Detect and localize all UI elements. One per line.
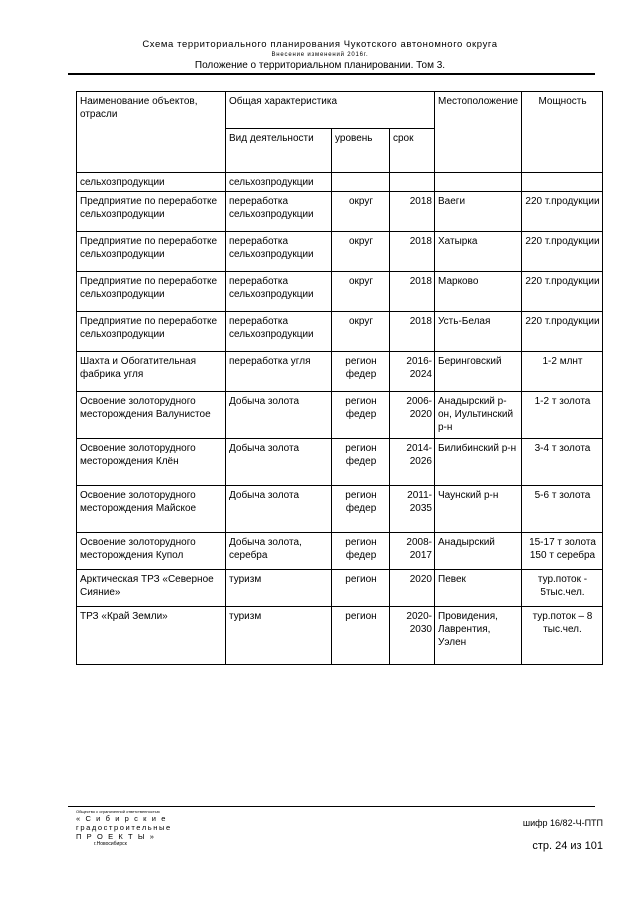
company-city: г.Новосибирск [94,841,127,847]
cell-capacity: 3-4 т золота [522,439,603,486]
cell-location: Беринговский [435,352,522,392]
company-name-line2: градостроительные [76,823,172,832]
cell-level: округ [332,272,390,312]
cell-activity: туризм [226,570,332,607]
cell-activity: Добыча золота, серебра [226,533,332,570]
cell-capacity: тур.поток – 8 тыс.чел. [522,607,603,665]
cell-term: 2011-2035 [390,486,435,533]
table-row [77,312,603,352]
table-row [77,352,603,392]
cell-name: Шахта и Обогатительная фабрика угля [77,352,226,392]
table-row [77,533,603,570]
cell-name: Освоение золоторудного месторождения Клён [77,439,226,486]
cell-activity: переработка сельхозпродукции [226,192,332,232]
cell-location: Ваеги [435,192,522,232]
cell-term: 2016-2024 [390,352,435,392]
cell-name: Предприятие по переработке сельхозпродукции [77,232,226,272]
cell-activity: переработка сельхозпродукции [226,232,332,272]
company-name-line3: П Р О Е К Т Ы » [76,832,156,841]
cell-level: регион федер [332,439,390,486]
cell-term: 2020-2030 [390,607,435,665]
cell-term: 2008-2017 [390,533,435,570]
cell-name: Освоение золоторудного месторождения Валунистое [77,392,226,439]
cell-activity: переработка сельхозпродукции [226,312,332,352]
cell-location: Усть-Белая [435,312,522,352]
cell-capacity: 220 т.продукции [522,192,603,232]
cell-location [435,173,522,192]
cell-level: регион федер [332,352,390,392]
table-row [77,392,603,439]
header-divider [68,73,595,75]
cell-level: регион [332,607,390,665]
cell-term: 2018 [390,312,435,352]
company-logo [76,809,176,847]
cell-level: регион федер [332,533,390,570]
cell-activity: переработка сельхозпродукции [226,272,332,312]
company-legal-form: Общество с ограниченной ответственностью [76,809,160,814]
cell-name: Освоение золоторудного месторождения Майское [77,486,226,533]
cell-location: Хатырка [435,232,522,272]
cell-term [390,173,435,192]
cell-location: Чаунский р-н [435,486,522,533]
cell-capacity: 1-2 т золота [522,392,603,439]
header-level: уровень [332,129,390,173]
table-row [77,439,603,486]
cell-location: Анадырский р-он, Иультинский р-н [435,392,522,439]
cell-location: Провидения, Лаврентия, Уэлен [435,607,522,665]
company-name-line1: « С и б и р с к и е [76,814,167,823]
cell-level: регион федер [332,392,390,439]
cell-capacity: 220 т.продукции [522,272,603,312]
table-row [77,607,603,665]
cell-level: округ [332,312,390,352]
table-header-row [77,92,603,129]
header-general: Общая характеристика [226,92,435,129]
table-row [77,272,603,312]
cell-level: регион федер [332,486,390,533]
cell-level: округ [332,232,390,272]
cell-location: Билибинский р-н [435,439,522,486]
table-row [77,232,603,272]
cell-level: регион [332,570,390,607]
cell-name: Арктическая ТРЗ «Северное Сияние» [77,570,226,607]
cell-name: Предприятие по переработке сельхозпродукции [77,272,226,312]
cell-level: округ [332,192,390,232]
objects-table [76,91,603,665]
table-row [77,192,603,232]
cell-term: 2018 [390,192,435,232]
cell-capacity: 15-17 т золота 150 т серебра [522,533,603,570]
cell-capacity: тур.поток - 5тыс.чел. [522,570,603,607]
table-row [77,570,603,607]
cell-location: Марково [435,272,522,312]
table-row [77,486,603,533]
header-name: Наименование объектов, отрасли [77,92,226,173]
cell-capacity: 1-2 млнт [522,352,603,392]
cell-name: сельхозпродукции [77,173,226,192]
cell-term: 2006-2020 [390,392,435,439]
cell-capacity: 220 т.продукции [522,312,603,352]
cell-term: 2014-2026 [390,439,435,486]
header-capacity: Мощность [522,92,603,173]
document-title: Схема территориального планирования Чукотского автономного округа [142,39,498,50]
header-location: Местоположение [435,92,522,173]
cell-name: Освоение золоторудного месторождения Купол [77,533,226,570]
cell-location: Певек [435,570,522,607]
cell-activity: Добыча золота [226,392,332,439]
cell-activity: сельхозпродукции [226,173,332,192]
cell-activity: переработка угля [226,352,332,392]
cell-capacity: 5-6 т золота [522,486,603,533]
document-volume: Положение о территориальном планировании. Том 3. [194,60,446,71]
footer-divider [68,806,595,807]
header-term: срок [390,129,435,173]
cell-term: 2018 [390,232,435,272]
cell-location: Анадырский [435,533,522,570]
cell-name: ТРЗ «Край Земли» [77,607,226,665]
cell-capacity [522,173,603,192]
cell-activity: Добыча золота [226,439,332,486]
cell-term: 2020 [390,570,435,607]
cell-name: Предприятие по переработке сельхозпродукции [77,192,226,232]
cell-name: Предприятие по переработке сельхозпродукции [77,312,226,352]
table-row [77,173,603,192]
cell-level [332,173,390,192]
cell-term: 2018 [390,272,435,312]
cell-activity: туризм [226,607,332,665]
document-cipher: шифр 16/82-Ч-ПТП [522,818,603,828]
header-activity: Вид деятельности [226,129,332,173]
page-number: стр. 24 из 101 [532,840,603,852]
document-subtitle: Внесение изменений 2016г. [271,52,369,58]
cell-capacity: 220 т.продукции [522,232,603,272]
cell-activity: Добыча золота [226,486,332,533]
